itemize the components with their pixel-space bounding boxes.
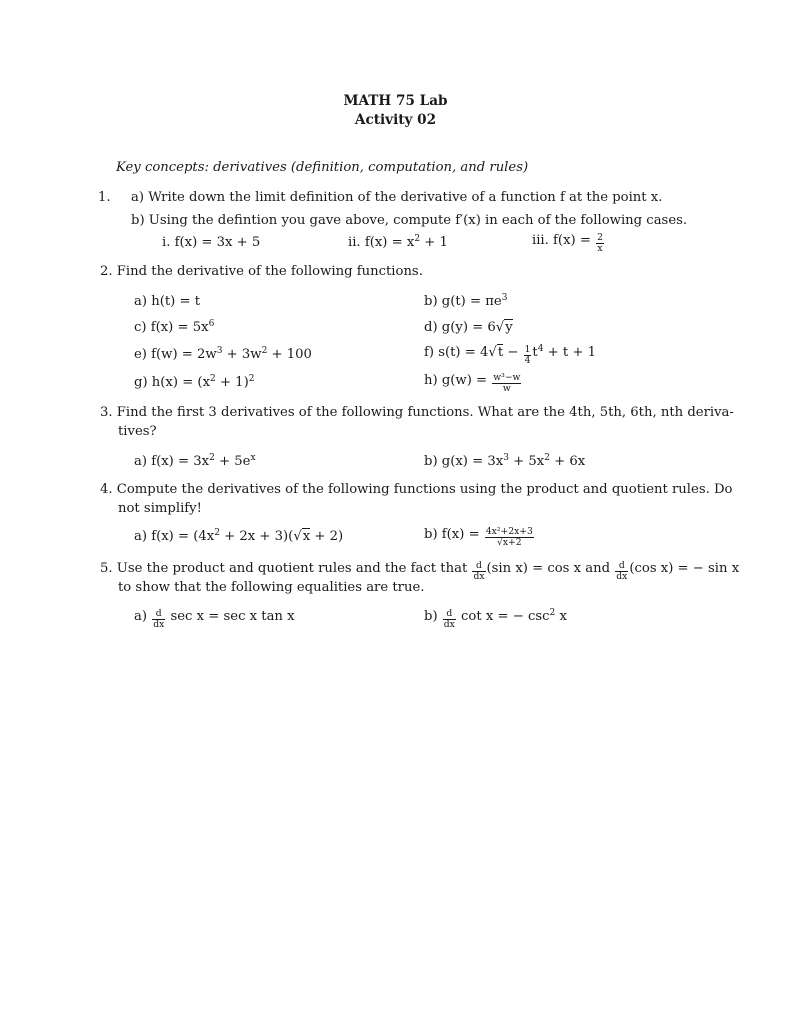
q5-b-expression: cot x = − csc xyxy=(456,609,550,624)
q2-prompt: 2. Find the derivative of the following functions. xyxy=(100,264,423,279)
q2-g-part1: g) h(x) = (x xyxy=(134,375,211,390)
q4-a-part3: + 2) xyxy=(310,529,344,544)
q5-a-expression: sec x = sec x tan x xyxy=(166,609,295,624)
fraction-numerator: d xyxy=(443,609,456,620)
q5-a-label: a) xyxy=(134,609,152,624)
fraction-denominator: √x+2 xyxy=(497,537,522,548)
q1-case-iii xyxy=(532,233,605,254)
q5-line1-part3: (cos x) = − sin x xyxy=(629,561,740,576)
q5-prompt-line1 xyxy=(100,561,739,582)
fraction-denominator: dx xyxy=(616,571,628,582)
q2-f: f) s(t) = 4√t − $\frac{1}{4}$ $t^4 + t + 1$ xyxy=(424,344,597,366)
q3-b-part2: + 5x xyxy=(508,454,545,469)
q2-h-fraction xyxy=(492,373,521,394)
fraction-numerator: d xyxy=(615,561,628,572)
q2-f-part4: + t + 1 xyxy=(543,345,597,360)
fraction-denominator: x xyxy=(597,243,603,254)
q4-prompt-line1: 4. Compute the derivatives of the following functions using the product and quotient rules. Do xyxy=(100,482,733,497)
q2-d: d) g(y) = 6√y xyxy=(424,320,513,335)
fraction-numerator: 2 xyxy=(597,232,603,243)
q4-a: a) $f(x) = (4x^2 + 2x + 3)(√x + 2)$ xyxy=(134,528,344,544)
q4-a-exp1: 2 xyxy=(214,528,220,538)
q5-derivative-op-1 xyxy=(472,561,485,582)
q1-part-b: b) Using the defintion you gave above, compute f′(x) in each of the following cases. xyxy=(131,213,688,228)
q4-b-fraction xyxy=(485,527,534,548)
q2-f-part2: − xyxy=(503,345,523,360)
q5-a-derivative-op xyxy=(152,609,165,630)
q4-b-text: b) f(x) = xyxy=(424,527,484,542)
fraction-denominator: dx xyxy=(443,619,455,630)
q2-g-exp1: 2 xyxy=(210,374,216,384)
key-concepts: Key concepts: derivatives (definition, computation, and rules) xyxy=(116,160,529,175)
q2-e-part3: + 100 xyxy=(267,347,312,362)
q2-g-exp2: 2 xyxy=(248,374,255,384)
q2-b-text: b) g(t) = πe xyxy=(424,294,502,309)
q5-b-label: b) xyxy=(424,609,442,624)
q2-e-exp1: 3 xyxy=(216,346,223,356)
q5-derivative-op-2 xyxy=(615,561,628,582)
fraction-denominator: w xyxy=(502,383,511,394)
q5-line1-part2: (sin x) = cos x and xyxy=(486,561,615,576)
q4-a-radicand: x xyxy=(302,529,311,544)
document-title: MATH 75 Lab xyxy=(343,93,448,109)
q3-prompt-line2: tives? xyxy=(118,424,157,439)
q3-b-exp1: 3 xyxy=(503,453,509,463)
q2-f-part1: f) s(t) = 4 xyxy=(424,345,489,360)
q1-case-iii-text: iii. f(x) = xyxy=(532,233,596,248)
q4-a-part1: a) f(x) = (4x xyxy=(134,529,215,544)
fraction-numerator: 1 xyxy=(524,344,531,355)
fraction-numerator: w³−w xyxy=(493,372,521,383)
q5-b-exp: 2 xyxy=(549,608,556,618)
q2-f-radicand: t xyxy=(497,345,504,360)
document-subtitle: Activity 02 xyxy=(354,112,437,128)
q5-b xyxy=(424,609,567,630)
q3-b-part1: b) g(x) = 3x xyxy=(424,454,504,469)
q1-case-ii-tail: + 1 xyxy=(420,235,448,250)
q2-a: a) h(t) = t xyxy=(134,294,201,309)
q3-a-exp1: 2 xyxy=(209,453,215,463)
fraction-denominator: dx xyxy=(153,619,165,630)
q1-case-ii xyxy=(348,235,448,250)
q2-c-exp: 6 xyxy=(208,319,215,329)
q3-a-part2: + 5e xyxy=(214,454,251,469)
q2-h-text: h) g(w) = xyxy=(424,373,492,388)
q3-b-exp2: 2 xyxy=(544,453,550,463)
fraction-numerator: d xyxy=(152,609,165,620)
q4-b xyxy=(424,527,535,548)
q2-e-exp2: 2 xyxy=(261,346,268,356)
q2-c-text: c) f(x) = 5x xyxy=(134,320,209,335)
q2-b xyxy=(424,294,507,309)
q1-case-i: i. f(x) = 3x + 5 xyxy=(162,235,261,250)
fraction-denominator: 4 xyxy=(524,355,531,366)
q1-part-a: a) Write down the limit definition of the derivative of a function f at the point x. xyxy=(131,190,663,205)
q2-c xyxy=(134,320,214,335)
q1-case-iii-fraction xyxy=(596,233,604,254)
q5-line1-part1: 5. Use the product and quotient rules and the fact that xyxy=(100,561,472,576)
q2-f-exp: 4 xyxy=(537,344,544,354)
q5-b-derivative-op xyxy=(443,609,456,630)
q2-d-text: d) g(y) = 6 xyxy=(424,320,496,335)
q2-e xyxy=(134,347,312,362)
q3-a-part1: a) f(x) = 3x xyxy=(134,454,210,469)
q2-b-exp: 3 xyxy=(501,293,508,303)
q1-number: 1. xyxy=(98,190,111,205)
q2-e-part2: + 3w xyxy=(222,347,262,362)
fraction-numerator: d xyxy=(472,561,485,572)
q2-d-radicand: y xyxy=(505,320,513,335)
q4-prompt-line2: not simplify! xyxy=(118,501,202,516)
fraction-denominator: dx xyxy=(473,571,485,582)
q2-g-part2: + 1) xyxy=(215,375,249,390)
q1-case-ii-exp: 2 xyxy=(414,234,421,244)
q5-b-tail: x xyxy=(555,609,567,624)
q3-prompt-line1: 3. Find the first 3 derivatives of the following functions. What are the 4th, 5th, 6th, nth deriva- xyxy=(100,405,734,420)
q2-h xyxy=(424,373,522,394)
q2-f-part3: t xyxy=(532,345,538,360)
q1-case-ii-text: ii. f(x) = x xyxy=(348,235,415,250)
q4-a-part2: + 2x + 3)( xyxy=(219,529,294,544)
q3-b xyxy=(424,454,585,469)
q2-f-fraction xyxy=(524,345,532,366)
q5-prompt-line2: to show that the following equalities are true. xyxy=(118,580,425,595)
q3-a xyxy=(134,454,256,469)
fraction-numerator: 4x²+2x+3 xyxy=(485,526,533,537)
q2-g xyxy=(134,375,254,390)
q5-a xyxy=(134,609,295,630)
q2-e-part1: e) f(w) = 2w xyxy=(134,347,217,362)
q3-a-exp2: x xyxy=(250,453,256,463)
q3-b-part3: + 6x xyxy=(549,454,586,469)
